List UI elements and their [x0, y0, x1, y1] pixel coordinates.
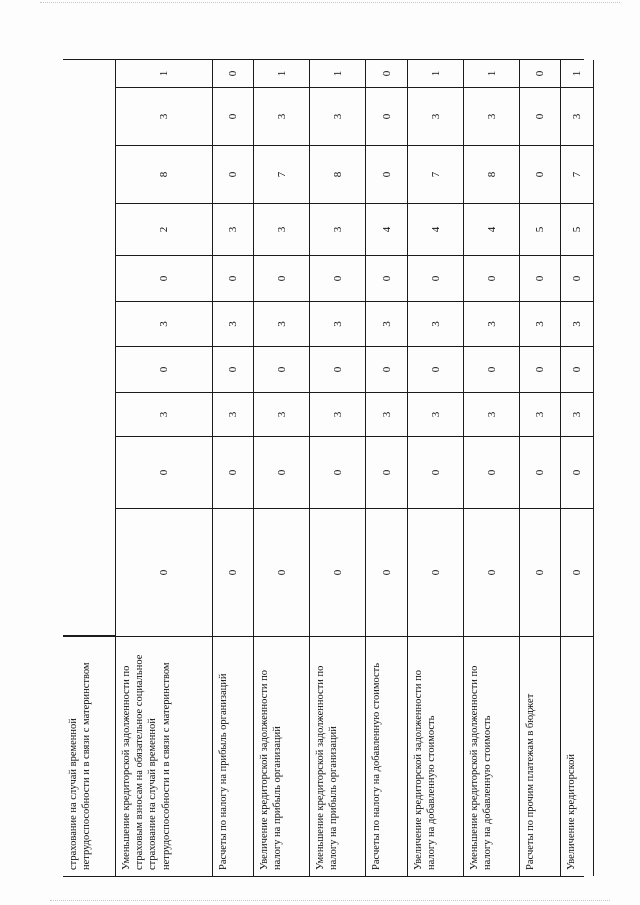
value-cell: 5	[561, 204, 593, 256]
value-cell: 0	[485, 569, 498, 576]
value-cell: 3	[520, 302, 560, 347]
value-cell: 0	[254, 347, 309, 393]
value-cell: 3	[254, 302, 309, 347]
value-cell: 0	[366, 347, 407, 393]
value-cell: 3	[464, 88, 519, 146]
value-cell: 0	[254, 256, 309, 302]
value-cell: 0	[520, 88, 560, 146]
value-cell: 3	[116, 393, 212, 437]
table-row	[520, 60, 561, 876]
row-label: Увеличение кредиторской	[561, 636, 593, 876]
codes-table	[63, 59, 584, 877]
value-cell: 3	[116, 88, 212, 146]
value-cell: 0	[408, 347, 463, 393]
scan-edge-bottom	[50, 900, 610, 901]
table-row	[366, 60, 408, 876]
value-cell: 3	[213, 302, 253, 347]
value-cell: 0	[213, 60, 253, 88]
value-cell: 3	[310, 302, 365, 347]
value-cell: 0	[158, 569, 170, 576]
table-row	[310, 60, 366, 876]
value-cell	[63, 302, 115, 347]
value-cell: 2	[116, 204, 212, 256]
table-row	[254, 60, 310, 876]
table-row	[464, 60, 520, 876]
row-label: Уменьшение кредиторской задолженности по страховым взносам на обязательное социальное страхование на случай временной нетрудоспособности и в связи с материнством	[116, 636, 212, 876]
value-cell: 3	[254, 88, 309, 146]
value-cell: 0	[520, 347, 560, 393]
value-cell: 3	[116, 302, 212, 347]
table-row	[63, 60, 116, 876]
value-cell: 4	[366, 204, 407, 256]
value-cell: 8	[310, 146, 365, 204]
value-cell	[63, 256, 115, 302]
value-cell: 3	[366, 393, 407, 437]
value-cell: 0	[429, 569, 442, 576]
value-cell: 0	[366, 256, 407, 302]
value-cell: 0	[366, 437, 407, 509]
value-cell: 3	[310, 204, 365, 256]
row-label: Увеличение кредиторской задолженности по налогу на добавленную стоимость	[408, 636, 463, 876]
value-cell	[63, 393, 115, 437]
value-cell: 0	[213, 256, 253, 302]
value-cell: 0	[275, 569, 288, 576]
row-label: страхование на случай временной нетрудоспособности и в связи с материнством	[63, 636, 115, 876]
table-row	[116, 60, 213, 876]
value-cell: 0	[116, 256, 212, 302]
value-cell: 0	[561, 256, 593, 302]
value-cell: 0	[464, 347, 519, 393]
value-cell: 0	[534, 569, 546, 576]
value-cell: 3	[254, 204, 309, 256]
value-cell	[63, 88, 115, 146]
value-cell: 3	[213, 393, 253, 437]
value-cell: 3	[561, 302, 593, 347]
value-cell: 7	[561, 146, 593, 204]
table-row	[213, 60, 254, 876]
value-cell: 1	[254, 60, 309, 88]
value-cell: 0	[366, 60, 407, 88]
value-cell: 0	[213, 347, 253, 393]
table-row	[561, 60, 594, 876]
value-cell: 0	[213, 437, 253, 509]
value-cell: 0	[213, 88, 253, 146]
value-cell: 0	[366, 88, 407, 146]
value-cell: 0	[331, 569, 344, 576]
value-cell: 0	[116, 347, 212, 393]
row-label: Уменьшение кредиторской задолженности по налогу на прибыль организаций	[310, 636, 365, 876]
value-cell	[63, 204, 115, 256]
value-cell: 1	[464, 60, 519, 88]
value-cell: 0	[520, 437, 560, 509]
value-cell: 0	[520, 60, 560, 88]
value-cell: 3	[561, 88, 593, 146]
value-cell: 7	[254, 146, 309, 204]
value-cell: 0	[366, 146, 407, 204]
value-cell: 3	[520, 393, 560, 437]
value-cell: 8	[116, 146, 212, 204]
value-cell: 0	[408, 256, 463, 302]
value-cell: 0	[380, 569, 393, 576]
value-cell: 3	[408, 393, 463, 437]
value-cell: 0	[227, 569, 239, 576]
value-cell: 0	[571, 569, 583, 576]
value-cell: 1	[561, 60, 593, 88]
value-cell: 3	[366, 302, 407, 347]
value-cell	[63, 437, 115, 509]
value-cell: 1	[116, 60, 212, 88]
value-cell: 0	[116, 437, 212, 509]
value-cell: 3	[310, 393, 365, 437]
value-cell: 0	[561, 347, 593, 393]
value-cell: 0	[310, 256, 365, 302]
value-cell: 4	[408, 204, 463, 256]
row-label: Расчеты по прочим платежам в бюджет	[520, 636, 560, 876]
value-cell: 7	[408, 146, 463, 204]
value-cell: 3	[310, 88, 365, 146]
value-cell: 0	[520, 256, 560, 302]
value-cell: 8	[464, 146, 519, 204]
value-cell: 0	[408, 437, 463, 509]
value-cell: 1	[408, 60, 463, 88]
value-cell	[63, 146, 115, 204]
table-row	[408, 60, 464, 876]
value-cell	[63, 347, 115, 393]
value-cell: 0	[310, 347, 365, 393]
scan-edge-top	[40, 2, 620, 3]
value-cell: 0	[464, 437, 519, 509]
value-cell	[63, 60, 115, 88]
row-label: Расчеты по налогу на прибыль организаций	[213, 636, 253, 876]
value-cell: 3	[464, 302, 519, 347]
value-cell: 3	[254, 393, 309, 437]
value-cell: 4	[464, 204, 519, 256]
value-cell: 0	[213, 146, 253, 204]
row-label: Расчеты по налогу на добавленную стоимость	[366, 636, 407, 876]
row-label: Увеличение кредиторской задолженности по налогу на прибыль организаций	[254, 636, 309, 876]
value-cell: 3	[464, 393, 519, 437]
value-cell: 3	[408, 88, 463, 146]
value-cell	[63, 509, 115, 636]
value-cell: 0	[520, 146, 560, 204]
value-cell: 0	[254, 437, 309, 509]
value-cell: 0	[464, 256, 519, 302]
row-label: Уменьшение кредиторской задолженности по налогу на добавленную стоимость	[464, 636, 519, 876]
value-cell: 3	[408, 302, 463, 347]
value-cell: 1	[310, 60, 365, 88]
value-cell: 3	[213, 204, 253, 256]
value-cell: 0	[310, 437, 365, 509]
value-cell: 5	[520, 204, 560, 256]
value-cell: 3	[561, 393, 593, 437]
value-cell: 0	[561, 437, 593, 509]
